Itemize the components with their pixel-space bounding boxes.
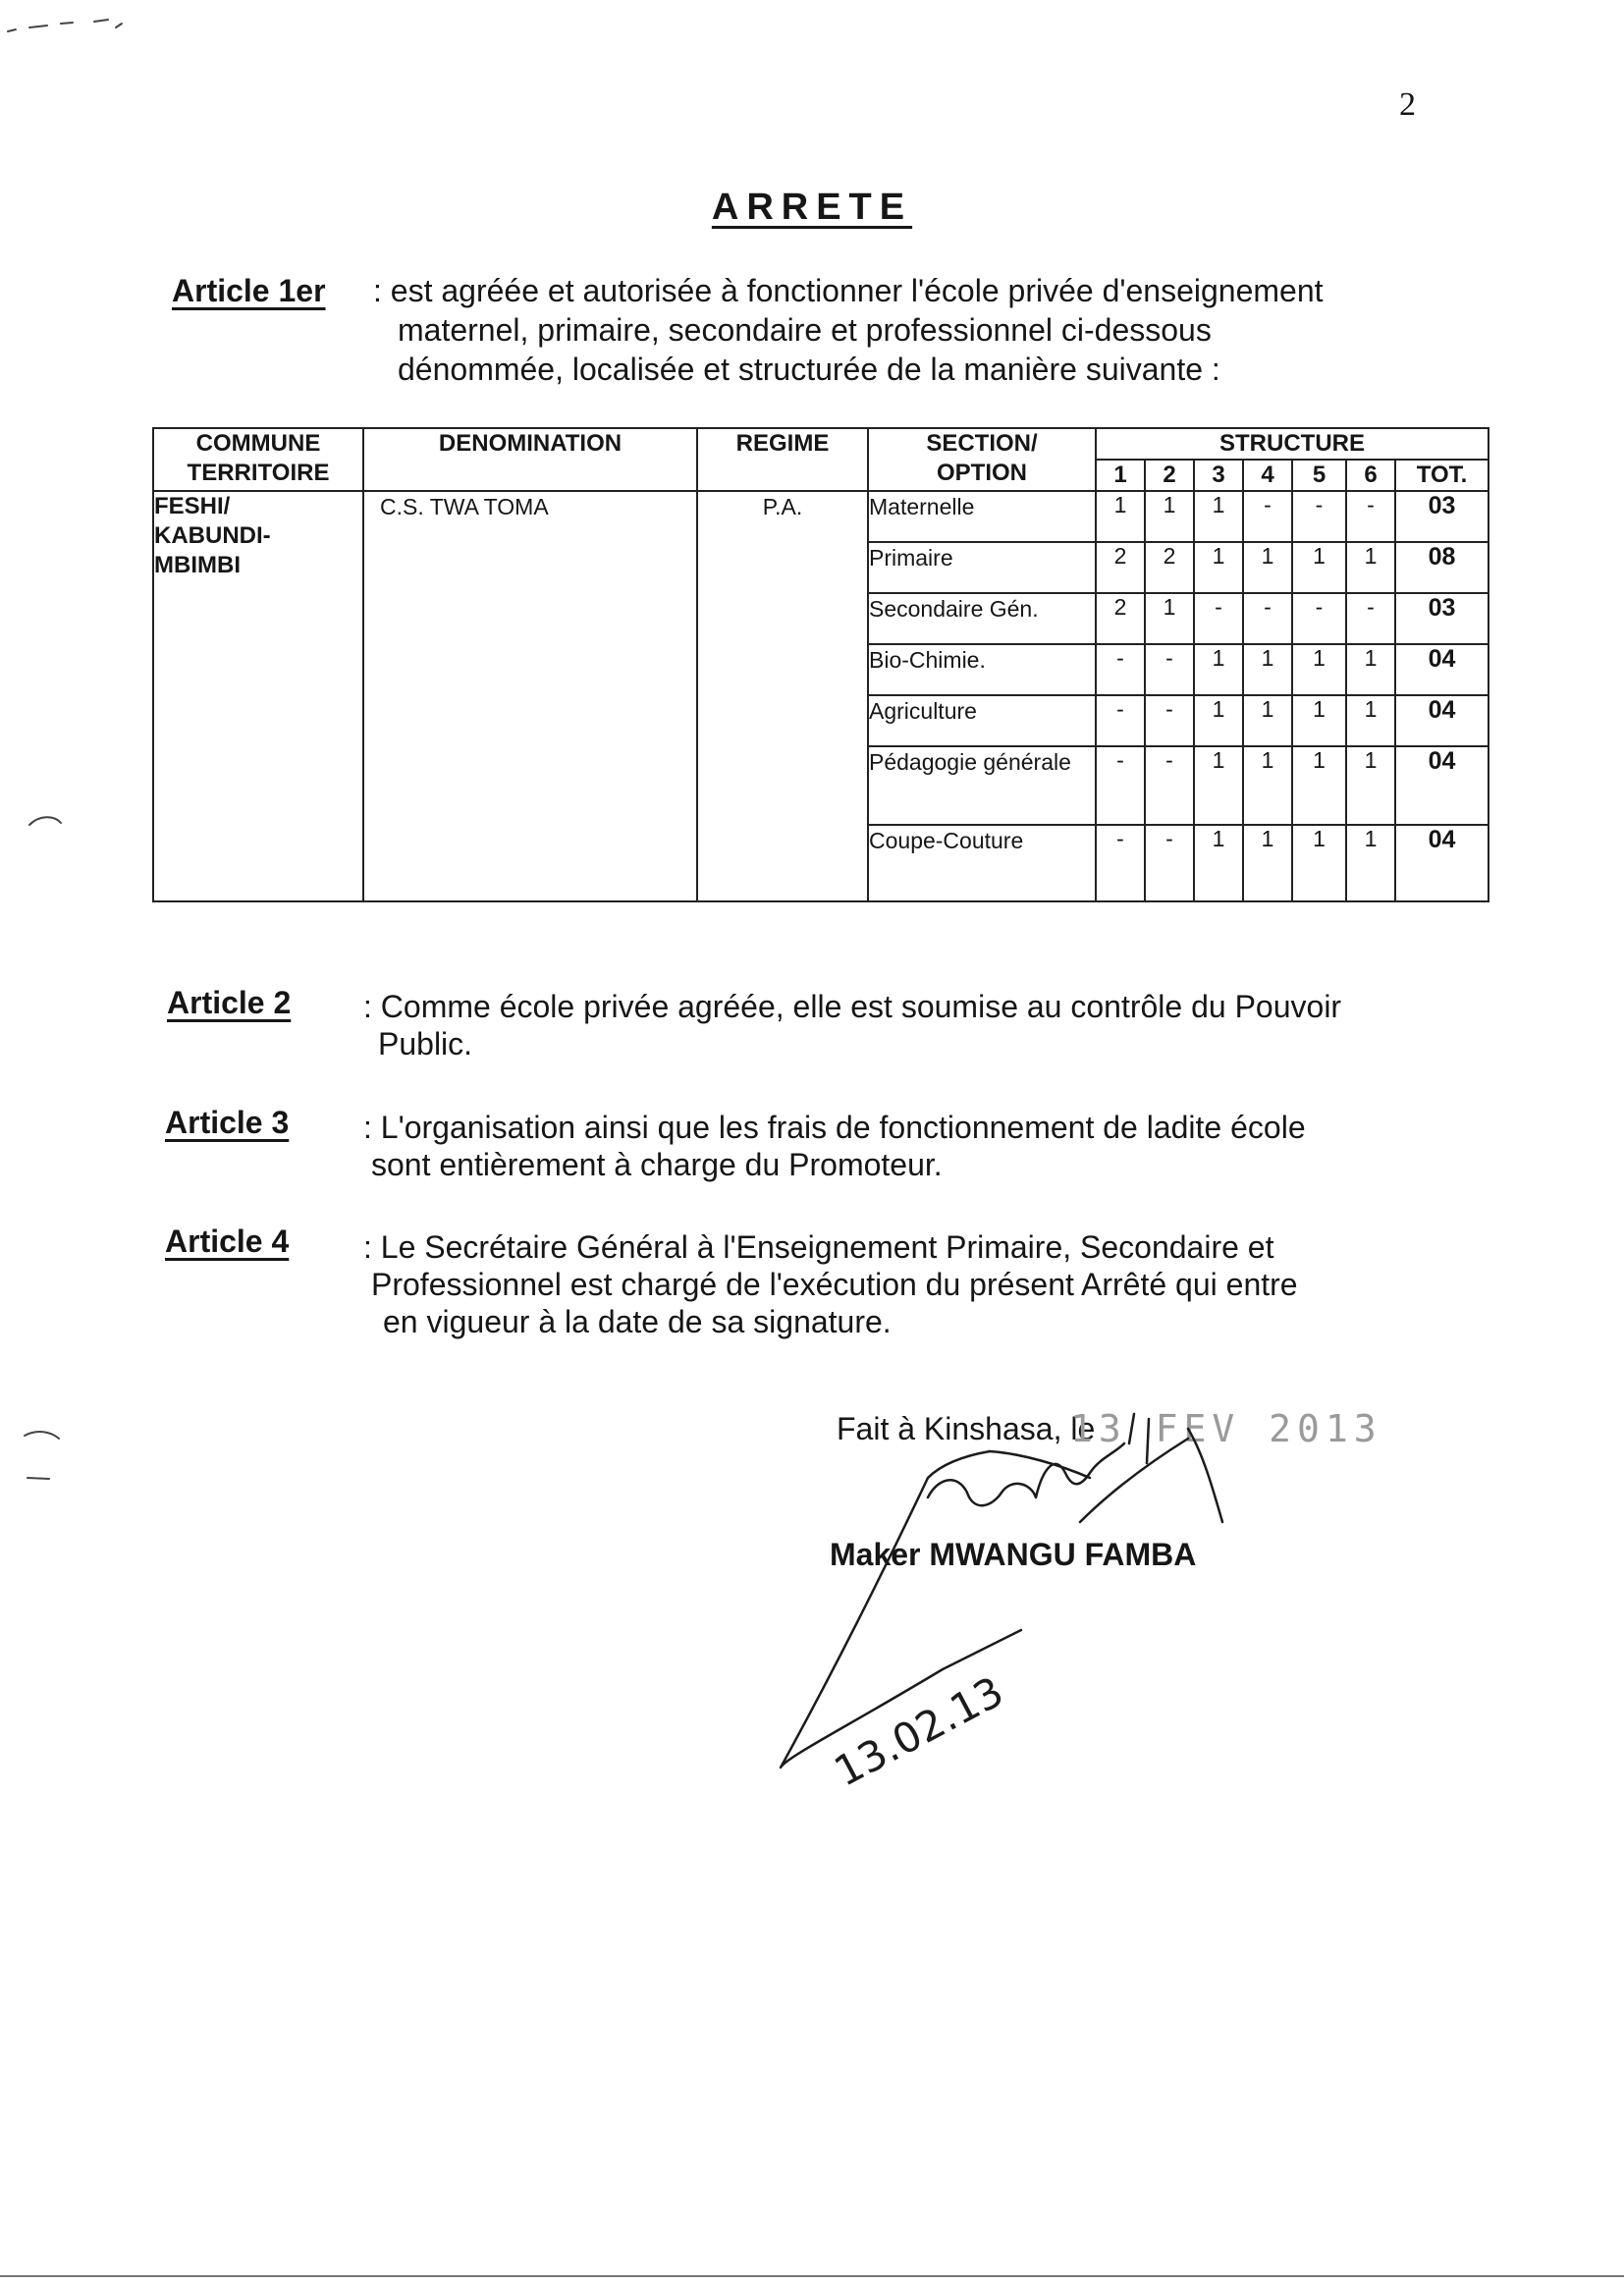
value-cell: - — [1346, 593, 1395, 644]
page-number: 2 — [1399, 86, 1416, 123]
value-cell: 1 — [1194, 491, 1243, 542]
value-cell: - — [1096, 695, 1145, 746]
article-3-label: Article 3 — [165, 1105, 290, 1140]
article-4-label: Article 4 — [165, 1224, 290, 1259]
value-cell: 1 — [1346, 746, 1395, 825]
value-cell: 1 — [1346, 542, 1395, 593]
total-cell: 08 — [1395, 542, 1489, 593]
header-col-2: 2 — [1145, 460, 1194, 491]
commune-cell: FESHI/ KABUNDI- MBIMBI — [153, 491, 363, 901]
article-1-label: Article 1er — [172, 273, 326, 308]
value-cell: 1 — [1243, 644, 1292, 695]
value-cell: 1 — [1194, 746, 1243, 825]
place-and-date: Fait à Kinshasa, le — [837, 1411, 1096, 1446]
section-cell: Bio-Chimie. — [868, 644, 1096, 695]
value-cell: - — [1096, 746, 1145, 825]
header-section: SECTION/ OPTION — [868, 428, 1096, 491]
value-cell: 1 — [1243, 695, 1292, 746]
header-col-3: 3 — [1194, 460, 1243, 491]
value-cell: - — [1292, 491, 1346, 542]
article-2-line-2: Public. — [378, 1026, 473, 1061]
value-cell: 1 — [1292, 825, 1346, 901]
value-cell: 1 — [1194, 542, 1243, 593]
value-cell: 1 — [1346, 644, 1395, 695]
total-cell: 03 — [1395, 491, 1489, 542]
article-2-label: Article 2 — [167, 985, 292, 1020]
header-denomination: DENOMINATION — [363, 428, 697, 491]
article-1-line-3: dénommée, localisée et structurée de la manière suivante : — [398, 352, 1220, 387]
header-col-total: TOT. — [1395, 460, 1489, 491]
value-cell: 1 — [1194, 695, 1243, 746]
value-cell: 1 — [1292, 542, 1346, 593]
value-cell: - — [1243, 593, 1292, 644]
total-cell: 04 — [1395, 644, 1489, 695]
total-cell: 03 — [1395, 593, 1489, 644]
article-3-line-2: sont entièrement à charge du Promoteur. — [371, 1147, 943, 1182]
value-cell: - — [1292, 593, 1346, 644]
value-cell: 2 — [1096, 542, 1145, 593]
value-cell: 1 — [1292, 746, 1346, 825]
section-cell: Coupe-Couture — [868, 825, 1096, 901]
value-cell: - — [1145, 825, 1194, 901]
value-cell: 1 — [1194, 644, 1243, 695]
article-4-line-2: Professionnel est chargé de l'exécution du présent Arrêté qui entre — [371, 1267, 1298, 1302]
total-cell: 04 — [1395, 825, 1489, 901]
header-col-1: 1 — [1096, 460, 1145, 491]
value-cell: 1 — [1145, 491, 1194, 542]
article-3-line-1: : L'organisation ainsi que les frais de fonctionnement de ladite école — [363, 1110, 1306, 1145]
signatory-name: Maker MWANGU FAMBA — [830, 1537, 1197, 1572]
header-structure: STRUCTURE — [1096, 428, 1489, 460]
value-cell: - — [1346, 491, 1395, 542]
section-cell: Maternelle — [868, 491, 1096, 542]
value-cell: 2 — [1096, 593, 1145, 644]
handwritten-date — [827, 1667, 1011, 1796]
article-1-line-1: : est agréée et autorisée à fonctionner l'école privée d'enseignement — [373, 273, 1324, 308]
article-4-line-3: en vigueur à la date de sa signature. — [383, 1304, 892, 1339]
article-4-line-1: : Le Secrétaire Général à l'Enseignement Primaire, Secondaire et — [363, 1229, 1274, 1265]
value-cell: 1 — [1194, 825, 1243, 901]
value-cell: - — [1145, 644, 1194, 695]
document-title: ARRETE — [711, 187, 913, 228]
value-cell: - — [1096, 644, 1145, 695]
total-cell: 04 — [1395, 695, 1489, 746]
date-stamp: 13 FEV 2013 — [1070, 1407, 1382, 1450]
value-cell: 1 — [1243, 542, 1292, 593]
value-cell: 1 — [1292, 644, 1346, 695]
denomination-cell: C.S. TWA TOMA — [363, 491, 697, 901]
value-cell: 1 — [1243, 746, 1292, 825]
header-col-4: 4 — [1243, 460, 1292, 491]
header-col-5: 5 — [1292, 460, 1346, 491]
value-cell: - — [1145, 695, 1194, 746]
value-cell: - — [1096, 825, 1145, 901]
value-cell: 1 — [1243, 825, 1292, 901]
value-cell: - — [1194, 593, 1243, 644]
header-commune: COMMUNE TERRITOIRE — [153, 428, 363, 491]
total-cell: 04 — [1395, 746, 1489, 825]
section-cell: Pédagogie générale — [868, 746, 1096, 825]
svg-text:13.02.13: 13.02.13 — [826, 1666, 1011, 1796]
section-cell: Secondaire Gén. — [868, 593, 1096, 644]
section-cell: Agriculture — [868, 695, 1096, 746]
value-cell: 1 — [1145, 593, 1194, 644]
value-cell: 1 — [1346, 695, 1395, 746]
value-cell: - — [1243, 491, 1292, 542]
value-cell: - — [1145, 746, 1194, 825]
value-cell: 1 — [1346, 825, 1395, 901]
header-col-6: 6 — [1346, 460, 1395, 491]
value-cell: 1 — [1292, 695, 1346, 746]
article-1-line-2: maternel, primaire, secondaire et professionnel ci-dessous — [398, 312, 1212, 348]
value-cell: 2 — [1145, 542, 1194, 593]
value-cell: 1 — [1096, 491, 1145, 542]
header-regime: REGIME — [697, 428, 868, 491]
article-2-line-1: : Comme école privée agréée, elle est soumise au contrôle du Pouvoir — [363, 989, 1342, 1024]
regime-cell: P.A. — [697, 491, 868, 901]
section-cell: Primaire — [868, 542, 1096, 593]
